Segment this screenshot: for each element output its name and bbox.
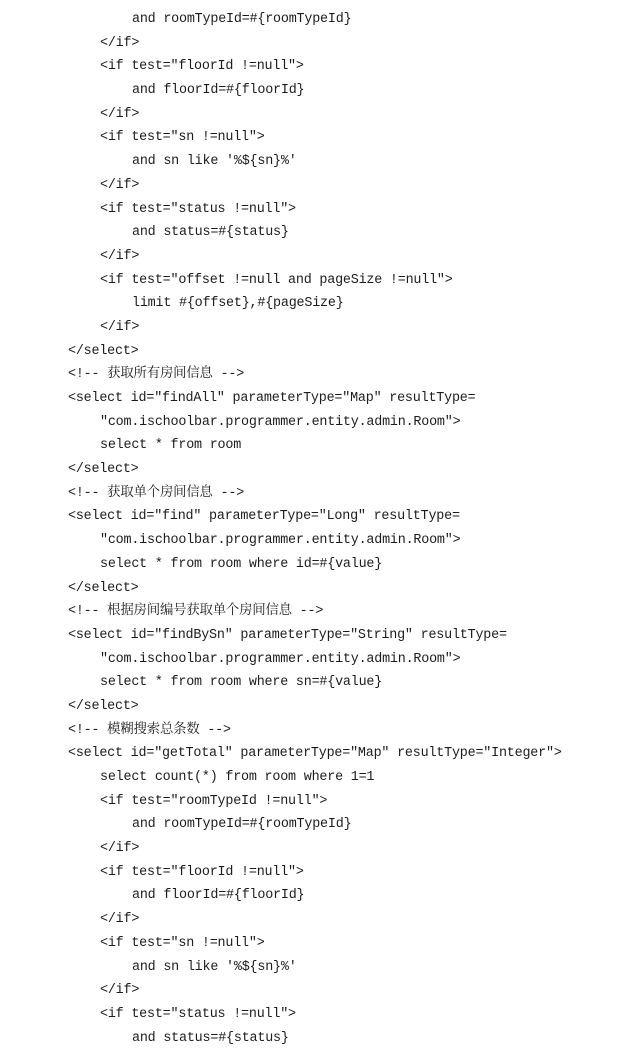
code-line: </select> <box>68 462 139 478</box>
code-line: </if> <box>100 841 140 857</box>
code-line: <if test="offset !=null and pageSize !=null"> <box>100 272 453 288</box>
code-line: limit #{offset},#{pageSize} <box>132 296 344 312</box>
code-line: and floorId=#{floorId} <box>132 888 305 904</box>
code-comment: <!-- 根据房间编号获取单个房间信息 --> <box>68 604 324 620</box>
code-line: "com.ischoolbar.programmer.entity.admin.Room"> <box>100 414 461 430</box>
code-listing <box>0 8 621 1050</box>
code-line: "com.ischoolbar.programmer.entity.admin.Room"> <box>100 533 461 549</box>
code-line: <if test="floorId !=null"> <box>100 864 304 880</box>
code-line: select * from room <box>100 438 242 454</box>
code-line: </if> <box>100 912 140 928</box>
code-line: </if> <box>100 983 140 999</box>
code-line: <select id="getTotal" parameterType="Map" resultType="Integer"> <box>68 746 562 762</box>
code-line: select * from room where id=#{value} <box>100 556 383 572</box>
code-line: select count(*) from room where 1=1 <box>100 770 375 785</box>
code-line: </select> <box>68 580 139 596</box>
code-line: <select id="findAll" parameterType="Map" resultType= <box>68 391 476 406</box>
code-line: <if test="status !=null"> <box>100 201 296 217</box>
code-line: and status=#{status} <box>132 1030 289 1046</box>
code-line: <if test="sn !=null"> <box>100 935 265 951</box>
code-line: and sn like '%${sn}%' <box>132 959 297 975</box>
code-line: <if test="sn !=null"> <box>100 130 265 146</box>
code-line: </if> <box>100 177 140 193</box>
code-line: <if test="roomTypeId !=null"> <box>100 793 328 809</box>
code-line: <select id="find" parameterType="Long" resultType= <box>68 509 460 525</box>
code-comment: <!-- 获取所有房间信息 --> <box>68 367 245 383</box>
code-line: <if test="status !=null"> <box>100 1006 296 1022</box>
code-line: and roomTypeId=#{roomTypeId} <box>132 817 352 833</box>
code-line: </select> <box>68 343 139 359</box>
code-line: "com.ischoolbar.programmer.entity.admin.Room"> <box>100 651 461 667</box>
code-line: and roomTypeId=#{roomTypeId} <box>132 12 352 27</box>
code-line: <select id="findBySn" parameterType="String" resultType= <box>68 627 507 643</box>
code-line: and floorId=#{floorId} <box>132 83 305 99</box>
code-line: </select> <box>68 698 139 714</box>
code-line: and status=#{status} <box>132 225 289 241</box>
code-line: </if> <box>100 106 140 122</box>
code-comment: <!-- 模糊搜索总条数 --> <box>68 722 231 738</box>
code-comment: <!-- 获取单个房间信息 --> <box>68 485 245 501</box>
code-line: select * from room where sn=#{value} <box>100 675 383 691</box>
code-line: </if> <box>100 35 140 51</box>
code-line: <if test="floorId !=null"> <box>100 59 304 75</box>
code-line: </if> <box>100 248 140 264</box>
code-line: </if> <box>100 319 140 335</box>
code-line: and sn like '%${sn}%' <box>132 154 297 170</box>
